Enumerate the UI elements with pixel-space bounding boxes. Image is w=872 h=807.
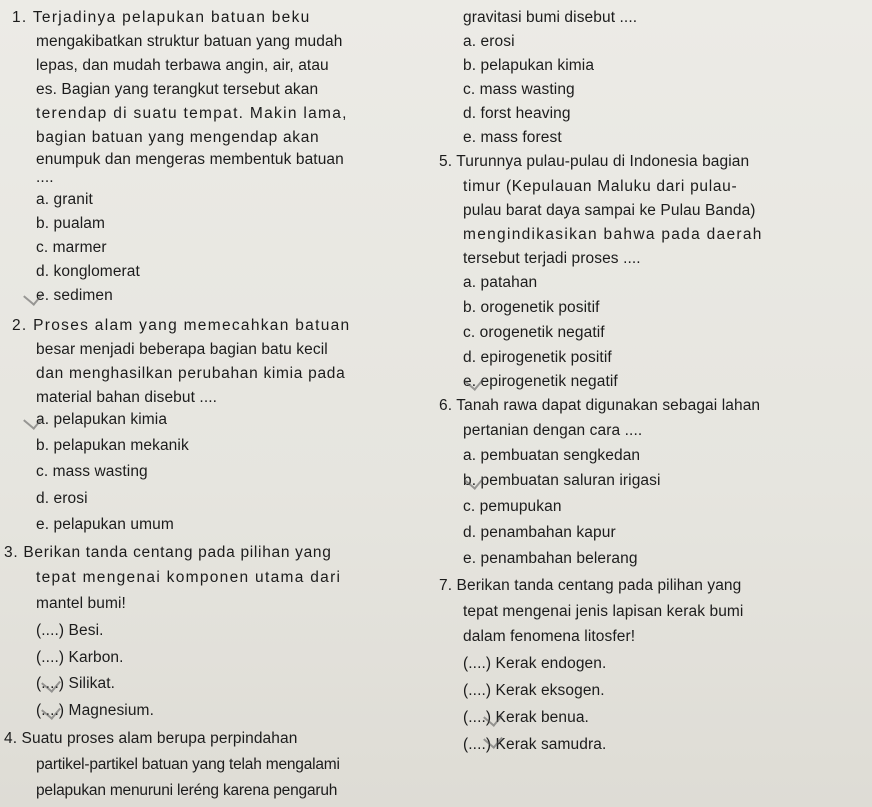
q7-line-3: dalam fenomena litosfer! [463,628,636,645]
q5-option-e[interactable]: e. epirogenetik negatif [463,373,618,390]
q1-line-6: bagian batuan yang mengendap akan [36,129,320,146]
q4-option-e[interactable]: e. mass forest [463,129,562,146]
q2-line-1: 2. Proses alam yang memecahkan batuan [12,317,351,334]
q5-option-b[interactable]: b. orogenetik positif [463,299,600,316]
q6-option-a[interactable]: a. pembuatan sengkedan [463,447,641,464]
q6-option-c[interactable]: c. pemupukan [463,498,562,515]
q4-option-c[interactable]: c. mass wasting [463,81,575,98]
q4-option-d[interactable]: d. forst heaving [463,105,571,122]
q1-option-a[interactable]: a. granit [36,191,93,208]
q7-option-4[interactable]: (....) Kerak samudra. [463,736,607,753]
q5-option-d[interactable]: d. epirogenetik positif [463,349,612,366]
q2-option-b[interactable]: b. pelapukan mekanik [36,437,189,454]
q1-option-e[interactable]: e. sedimen [36,287,113,304]
q4-line-2: partikel-partikel batuan yang telah mengalami [36,756,340,773]
q2-option-a[interactable]: a. pelapukan kimia [36,411,168,428]
q1-option-b[interactable]: b. pualam [36,215,105,232]
q1-option-c[interactable]: c. marmer [36,239,107,256]
q2-line-3: dan menghasilkan perubahan kimia pada [36,365,346,382]
q7-option-1[interactable]: (....) Kerak endogen. [463,655,607,672]
q6-option-e[interactable]: e. penambahan belerang [463,550,638,567]
q1-option-d[interactable]: d. konglomerat [36,263,140,280]
q7-option-3[interactable]: (....) Kerak benua. [463,709,589,726]
q2-line-4: material bahan disebut .... [36,389,218,406]
q5-option-c[interactable]: c. orogenetik negatif [463,324,605,341]
q4-option-b[interactable]: b. pelapukan kimia [463,57,595,74]
q1-line-8: .... [36,169,54,186]
q1-line-1: 1. Terjadinya pelapukan batuan beku [12,9,311,26]
q2-option-c[interactable]: c. mass wasting [36,463,148,480]
q1-line-3: lepas, dan mudah terbawa angin, air, atau [36,57,329,74]
q3-line-2: tepat mengenai komponen utama dari [36,569,342,586]
q4-option-a[interactable]: a. erosi [463,33,515,50]
q5-line-1: 5. Turunnya pulau-pulau di Indonesia bagian [439,153,750,170]
q6-option-b[interactable]: b. pembuatan saluran irigasi [463,472,661,489]
q7-line-2: tepat mengenai jenis lapisan kerak bumi [463,603,744,620]
q3-line-3: mantel bumi! [36,595,126,612]
q3-option-2[interactable]: (....) Karbon. [36,649,124,666]
q3-option-4[interactable]: (....) Magnesium. [36,702,154,719]
q7-option-2[interactable]: (....) Kerak eksogen. [463,682,605,699]
q4-cont-line: gravitasi bumi disebut .... [463,9,638,26]
q6-option-d[interactable]: d. penambahan kapur [463,524,616,541]
q6-line-2: pertanian dengan cara .... [463,422,643,439]
q1-line-2: mengakibatkan struktur batuan yang mudah [36,33,343,50]
q1-line-7: enumpuk dan mengeras membentuk batuan [36,151,344,168]
q5-option-a[interactable]: a. patahan [463,274,538,291]
q4-line-1: 4. Suatu proses alam berupa perpindahan [4,730,298,747]
q3-line-1: 3. Berikan tanda centang pada pilihan yang [4,544,332,561]
q3-option-1[interactable]: (....) Besi. [36,622,104,639]
q2-option-e[interactable]: e. pelapukan umum [36,516,174,533]
q6-line-1: 6. Tanah rawa dapat digunakan sebagai lahan [439,397,761,414]
q2-line-2: besar menjadi beberapa bagian batu kecil [36,341,328,358]
q3-option-3[interactable]: (....) Silikat. [36,675,116,692]
q4-line-3: pelapukan menuruni leréng karena pengaruh [36,782,338,799]
q1-line-4: es. Bagian yang terangkut tersebut akan [36,81,319,98]
q7-line-1: 7. Berikan tanda centang pada pilihan yang [439,577,742,594]
q5-line-4: mengindikasikan bahwa pada daerah [463,226,763,243]
q1-line-5: terendap di suatu tempat. Makin lama, [36,105,348,122]
q2-option-d[interactable]: d. erosi [36,490,88,507]
q5-line-2: timur (Kepulauan Maluku dari pulau- [463,178,738,195]
q5-line-5: tersebut terjadi proses .... [463,250,641,267]
q5-line-3: pulau barat daya sampai ke Pulau Banda) [463,202,756,219]
